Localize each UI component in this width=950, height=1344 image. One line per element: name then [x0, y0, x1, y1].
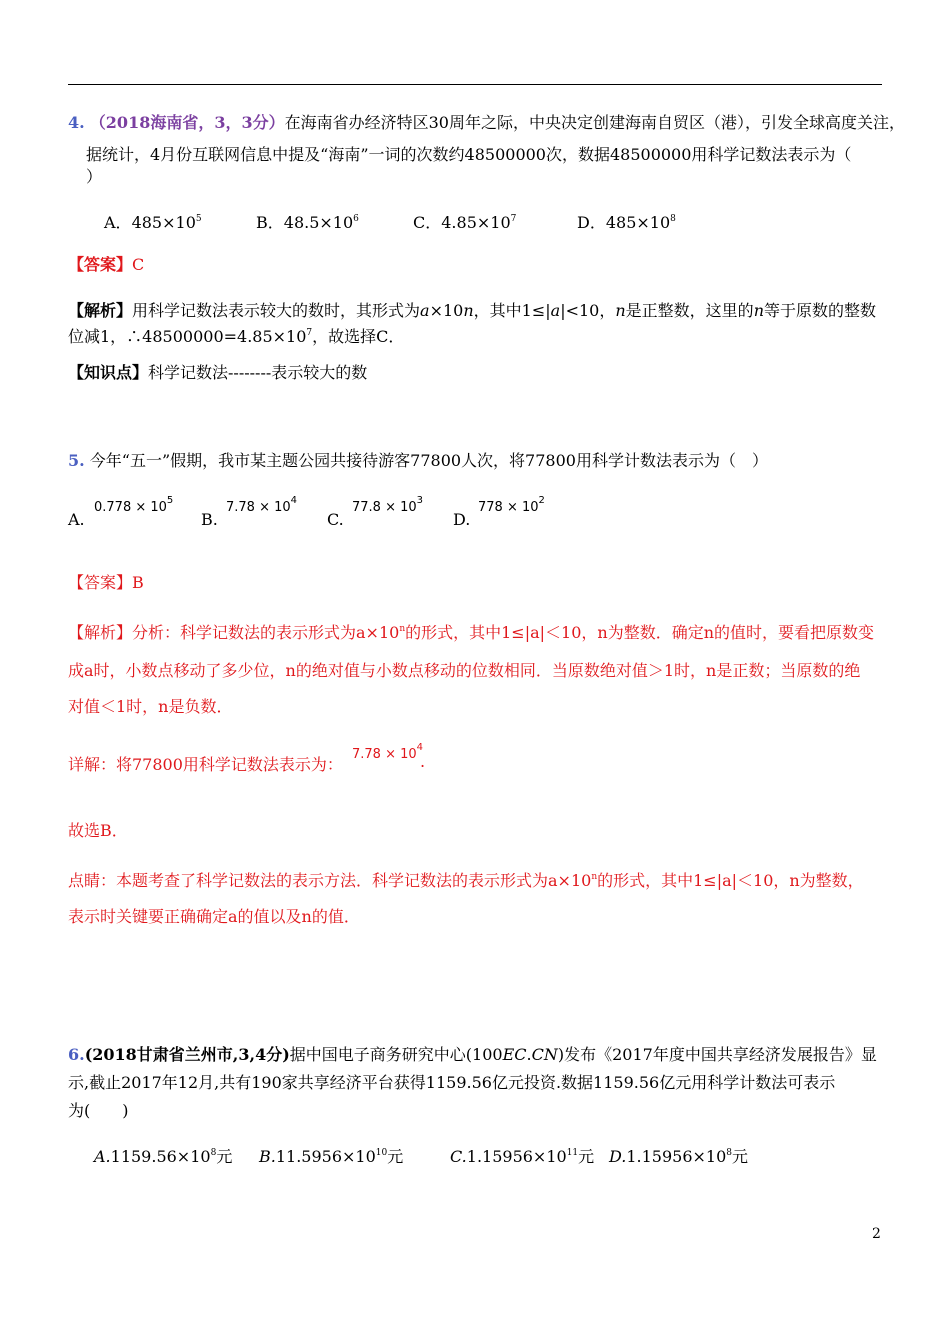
q4-option-c: C．$4.85\times 10^7$ — [413, 213, 517, 232]
q4-source: （2018海南省，3，3分） — [89, 113, 285, 132]
q5-answer-value: B — [132, 573, 144, 592]
q5-detail-expr: $7.78 \times 10^4$ — [352, 742, 424, 762]
q4-number: 4. — [68, 113, 85, 132]
q5-analysis-line3: 对值＜1时，n是负数． — [68, 697, 233, 716]
header-rule — [68, 84, 882, 85]
q4-analysis-line2: 位减1，$\therefore 48500000=4.85\times 10^7$，故选择C． — [68, 327, 405, 346]
q5-answer — [68, 568, 883, 598]
q4-line3: ） — [86, 167, 103, 186]
page-number: 2 — [872, 1226, 881, 1242]
q4-option-d: D．$485\times 10^8$ — [577, 213, 676, 232]
q6-stem-line3: 为( ) — [68, 1101, 129, 1120]
q6-option-d: $D.1.15956\times 10^8$元 — [609, 1147, 749, 1166]
q4-analysis-tag: 【解析】 — [68, 301, 133, 320]
q4-stem-line3 — [86, 162, 901, 192]
q4-option-b: B．$48.5\times 10^6$ — [256, 213, 359, 232]
q4-answer — [68, 250, 883, 280]
q4-kp-tag: 【知识点】 — [68, 363, 149, 382]
q6-number: 6. — [68, 1045, 85, 1064]
q6-stem-line1: 6.(2018甘肃省兰州市,3,4分)据中国电子商务研究中心(100EC.CN)发布《2017年度中国共享经济发展报告》显 — [68, 1045, 877, 1064]
q5-comment-line2: 表示时关键要正确确定a的值以及n的值． — [68, 907, 360, 926]
q5-analysis-line1: 【解析】分析：科学记数法的表示形式为$a\times 10^n$的形式，其中1≤|a|＜10，n为整数．确定n的值时，要看把原数变 — [68, 623, 875, 642]
q5-choose: 故选B． — [68, 821, 128, 840]
q4-line1: 在海南省办经济特区30周年之际，中央决定创建海南自贸区（港），引发全球高度关注， — [284, 113, 905, 132]
q5-option-a: A. — [68, 510, 85, 529]
q5-detail — [68, 750, 883, 780]
q5-analysis-tag: 【解析】 — [68, 623, 133, 642]
q6-stem-line2: 示,截止2017年12月,共有190家共享经济平台获得1159.56亿元投资.数据1159.56亿元用科学计数法可表示 — [68, 1073, 836, 1092]
q5-answer-tag: 【答案】 — [68, 573, 133, 592]
q5-stem-text: 今年“五一”假期，我市某主题公园共接待游客77800人次，将77800用科学计数法表示为（ ） — [89, 451, 768, 470]
q5-option-b: B. — [201, 510, 218, 529]
q4-kp-text: 科学记数法--------表示较大的数 — [148, 363, 368, 382]
q4-answer-value: C — [132, 255, 145, 274]
q4-stem-line1 — [68, 108, 905, 138]
q5-stem — [68, 446, 883, 476]
q5-comment-line1: 点睛：本题考查了科学记数法的表示方法．科学记数法的表示形式为$a\times 10^n$的形式，其中1≤|a|＜10，n为整数， — [68, 871, 864, 890]
q4-answer-tag: 【答案】 — [68, 255, 133, 274]
q4-line2: 据统计，4月份互联网信息中提及“海南”一词的次数约48500000次，数据48500000用科学记数法表示为（ — [86, 145, 852, 164]
q6-option-c: $C.1.15956\times 10^{11}$元 — [450, 1147, 595, 1166]
q4-analysis-line1: 【解析】用科学记数法表示较大的数时，其形式为a×10n，其中1≤|a|<10，n是正整数，这里的n等于原数的整数 — [68, 301, 877, 320]
q5-detail-label: 详解：将77800用科学记数法表示为： — [68, 755, 343, 774]
q4-knowledge-point — [68, 358, 883, 388]
q6-source: (2018甘肃省兰州市,3,4分) — [84, 1045, 290, 1064]
q6-option-a: $A.1159.56\times 10^8$元 — [94, 1147, 233, 1166]
q5-option-d: D. — [453, 510, 471, 529]
q5-option-d-expr: $778 \times 10^2$ — [478, 495, 545, 515]
q5-option-a-expr: $0.778 \times 10^5$ — [94, 495, 174, 515]
q6-option-b: $B.11.5956\times 10^{10}$元 — [259, 1147, 404, 1166]
q5-option-b-expr: $7.78 \times 10^4$ — [226, 495, 298, 515]
q5-option-c-expr: $77.8 \times 10^3$ — [352, 495, 424, 515]
q5-analysis-line2: 成a时，小数点移动了多少位，n的绝对值与小数点移动的位数相同．当原数绝对值＞1时，n是正数；当原数的绝 — [68, 661, 861, 680]
q5-option-c: C. — [327, 510, 344, 529]
q5-detail-end: . — [420, 752, 426, 771]
q4-option-a: A．$485\times 10^5$ — [104, 213, 202, 232]
q5-number: 5. — [68, 451, 85, 470]
